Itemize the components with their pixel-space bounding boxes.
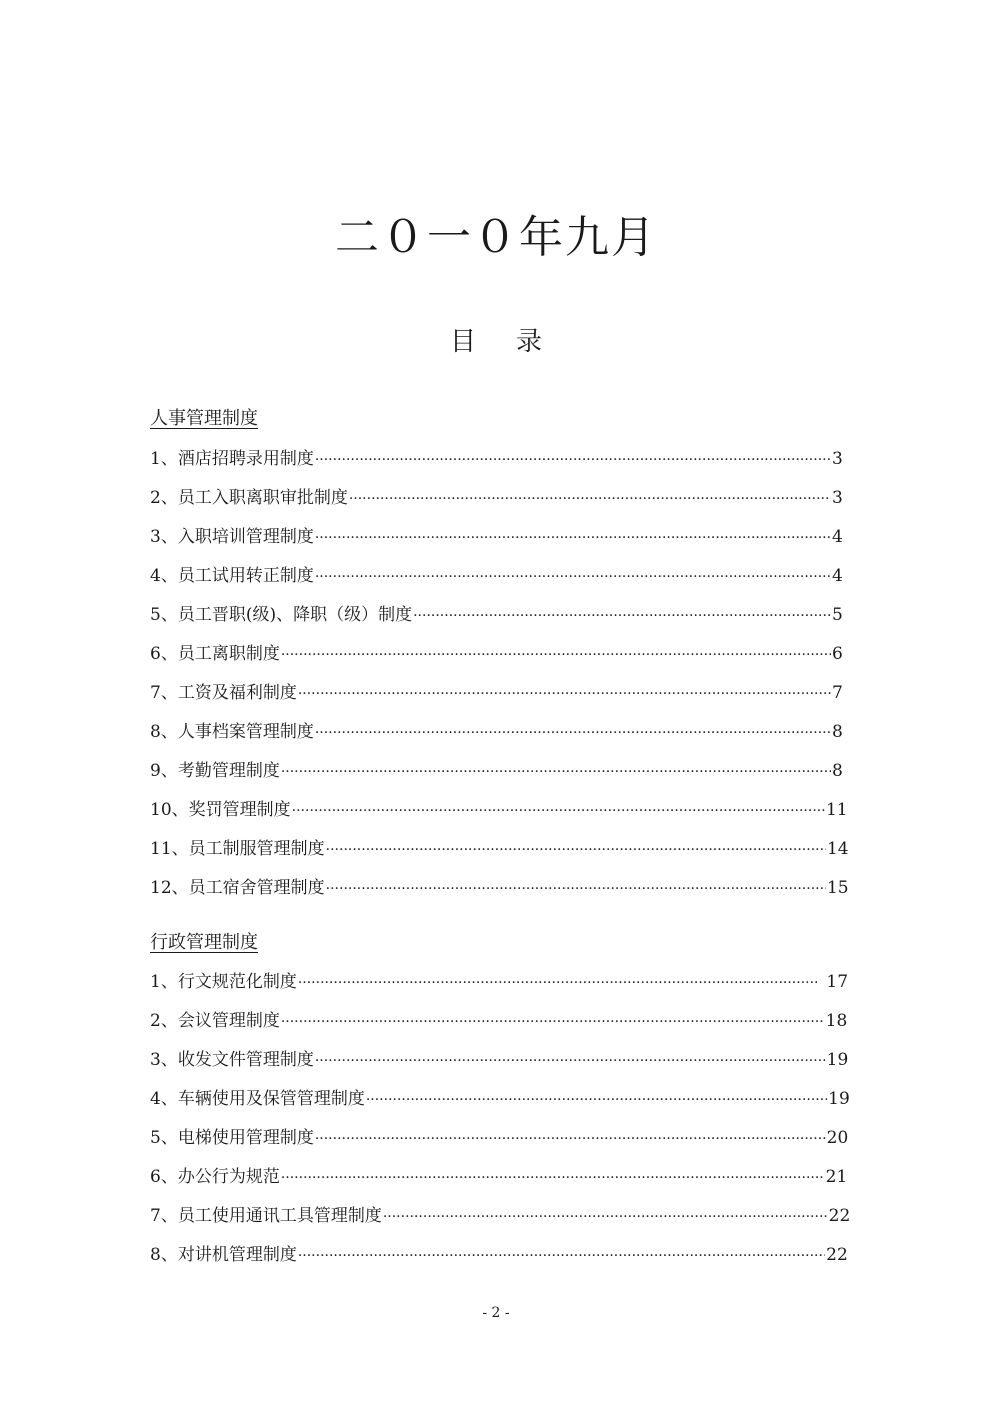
section-heading: 人事管理制度	[150, 408, 258, 429]
dot-leader	[315, 720, 831, 746]
dot-leader	[366, 1087, 827, 1113]
toc-entry[interactable]	[150, 836, 849, 875]
toc-entry[interactable]	[150, 1008, 848, 1047]
dot-leader	[298, 1243, 825, 1269]
toc-entry-label: 2、员工入职离职审批制度	[150, 488, 348, 508]
toc-entry-page: 17	[826, 972, 849, 992]
toc-entry-page: 15	[826, 878, 849, 898]
toc-entry-label: 6、办公行为规范	[150, 1167, 280, 1187]
toc-entry-page: 18	[825, 1011, 848, 1031]
toc-entry[interactable]	[150, 758, 842, 797]
toc-entry-label: 7、员工使用通讯工具管理制度	[150, 1206, 382, 1226]
toc-entry-page: 19	[826, 1050, 849, 1070]
toc-entry-label: 1、酒店招聘录用制度	[150, 449, 314, 469]
dot-leader	[298, 681, 831, 707]
toc-entry-label: 5、电梯使用管理制度	[150, 1128, 314, 1148]
toc-entry-label: 5、员工晋职(级)、降职（级）制度	[150, 605, 413, 625]
toc-entry-page: 21	[825, 1167, 848, 1187]
dot-leader	[292, 798, 825, 824]
toc-entry[interactable]	[150, 1242, 848, 1281]
dot-leader	[281, 759, 831, 785]
dot-leader	[315, 525, 831, 551]
toc-title-second-char: 录	[516, 327, 543, 357]
toc-entry-page: 20	[826, 1128, 849, 1148]
toc-entry-page: 14	[826, 839, 849, 859]
toc-entry[interactable]	[150, 680, 842, 719]
dot-leader	[315, 1126, 826, 1152]
toc-entry-label: 4、员工试用转正制度	[150, 566, 314, 586]
toc-entry-page: 4	[832, 527, 843, 547]
toc-entry-label: 6、员工离职制度	[150, 644, 280, 664]
toc-section-administration	[150, 930, 851, 1281]
toc-entry[interactable]	[150, 485, 842, 524]
dot-leader	[315, 1048, 826, 1074]
dot-leader	[326, 876, 826, 902]
toc-entry-page: 22	[826, 1245, 848, 1265]
toc-entry-label: 12、员工宿舍管理制度	[150, 878, 325, 898]
toc-entry-label: 3、入职培训管理制度	[150, 527, 314, 547]
toc-entry[interactable]	[150, 719, 842, 758]
dot-leader	[298, 970, 818, 996]
dot-leader	[281, 1165, 825, 1191]
toc-entry-list	[150, 446, 849, 914]
toc-title	[0, 322, 992, 362]
toc-entry[interactable]	[150, 1164, 848, 1203]
section-heading: 行政管理制度	[150, 932, 258, 953]
toc-title-first-char: 目	[449, 327, 476, 357]
cover-date: 二０一０年九月	[335, 212, 657, 263]
toc-entry-page: 3	[832, 488, 843, 508]
toc-section-personnel	[150, 406, 849, 914]
dot-leader	[413, 603, 831, 629]
toc-entry-page: 11	[825, 800, 848, 820]
toc-entry-label: 3、收发文件管理制度	[150, 1050, 314, 1070]
toc-entry-label: 4、车辆使用及保管管理制度	[150, 1089, 365, 1109]
toc-entry[interactable]	[150, 1203, 851, 1242]
toc-entry-page: 5	[832, 605, 843, 625]
toc-entry[interactable]	[150, 1047, 849, 1086]
toc-entry-label: 7、工资及福利制度	[150, 683, 297, 703]
dot-leader	[326, 837, 826, 863]
dot-leader	[349, 486, 831, 512]
toc-entry-label: 1、行文规范化制度	[150, 972, 297, 992]
page-number: - 2 -	[482, 1305, 510, 1321]
dot-leader	[315, 564, 831, 590]
toc-entry-page: 6	[832, 644, 843, 664]
toc-entry[interactable]	[150, 446, 842, 485]
toc-entry-label: 10、奖罚管理制度	[150, 800, 291, 820]
toc-entry-page: 8	[832, 761, 843, 781]
toc-entry-page: 22	[828, 1206, 851, 1226]
dot-leader	[383, 1204, 828, 1230]
toc-entry[interactable]	[150, 602, 842, 641]
toc-entry-page: 8	[832, 722, 843, 742]
toc-entry[interactable]	[150, 875, 849, 914]
toc-entry-page: 4	[832, 566, 843, 586]
toc-entry-label: 8、人事档案管理制度	[150, 722, 314, 742]
dot-leader	[281, 642, 831, 668]
toc-entry-page: 3	[832, 449, 843, 469]
toc-entry-label: 2、会议管理制度	[150, 1011, 280, 1031]
toc-entry[interactable]	[150, 524, 842, 563]
toc-entry[interactable]	[150, 969, 849, 1008]
toc-entry-page: 19	[828, 1089, 850, 1109]
toc-entry[interactable]	[150, 563, 842, 602]
toc-entry-label: 11、员工制服管理制度	[150, 839, 325, 859]
toc-entry[interactable]	[150, 641, 842, 680]
dot-leader	[315, 447, 831, 473]
toc-entry-label: 9、考勤管理制度	[150, 761, 280, 781]
toc-entry-list	[150, 969, 851, 1281]
toc-entry[interactable]	[150, 1086, 850, 1125]
toc-entry-label: 8、对讲机管理制度	[150, 1245, 297, 1265]
dot-leader	[281, 1009, 825, 1035]
toc-entry-page: 7	[832, 683, 843, 703]
toc-entry[interactable]	[150, 1125, 849, 1164]
toc-entry[interactable]	[150, 797, 848, 836]
